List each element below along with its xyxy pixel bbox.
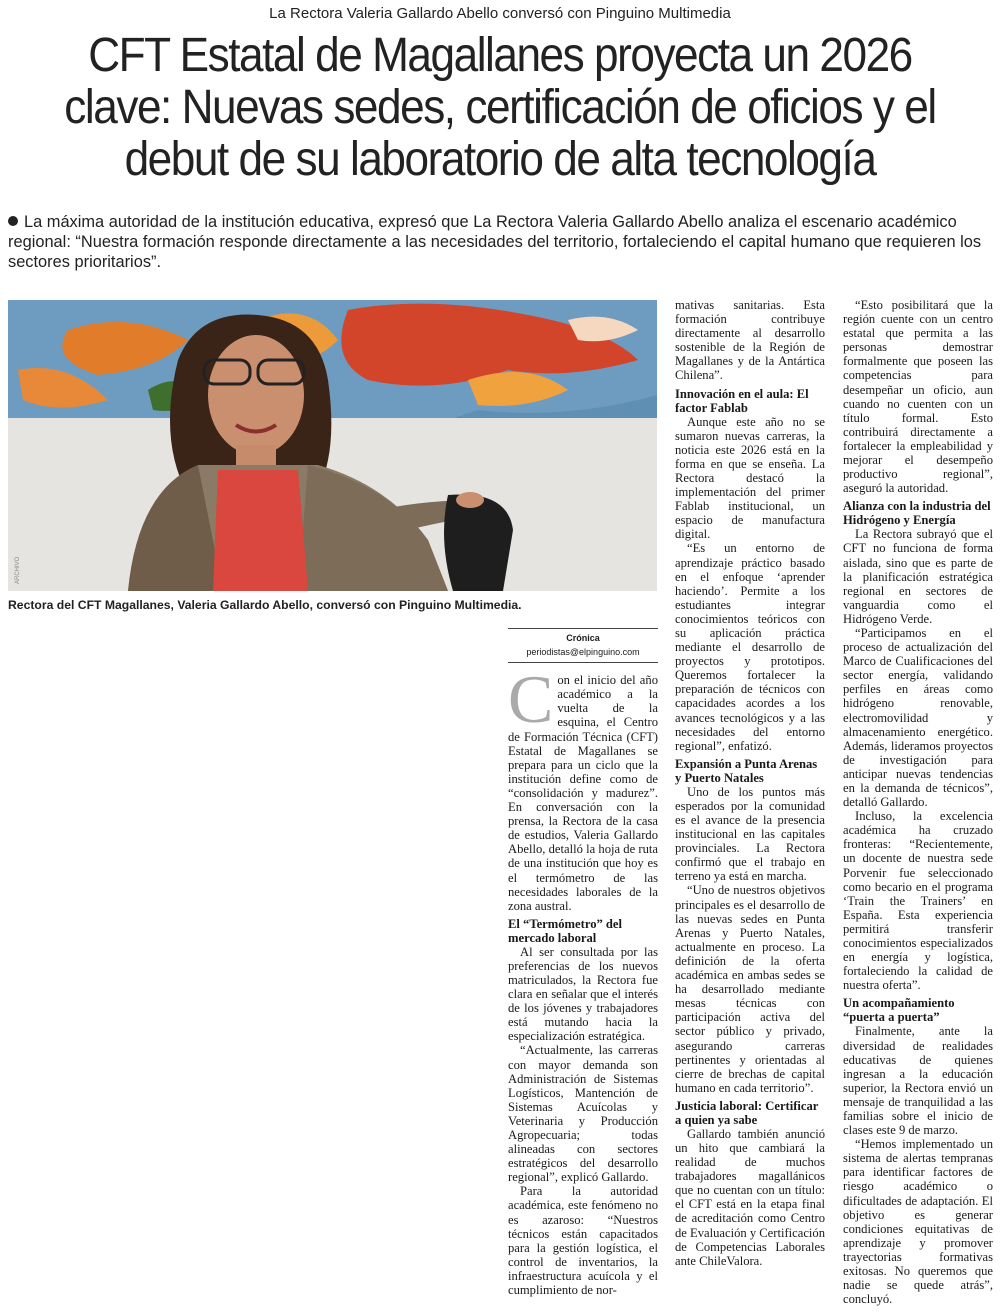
paragraph: La Rectora subrayó que el CFT no funciona de forma aislada, sino que es parte de la planificación estratégica regional en sectores de vanguardia como el Hidrógeno Verde. [843, 527, 993, 626]
byline-section: Crónica [566, 633, 600, 643]
blouse [213, 470, 308, 591]
paragraph: Para la autoridad académica, este fenómeno no es azaroso: “Nuestros técnicos están capacitados para la gestión logística, el control de inventarios, la infraestructura acuícola y el cumplimiento de nor- [508, 1184, 658, 1298]
subheading: Un acompañamiento “puerta a puerta” [843, 996, 955, 1025]
article-photo [8, 300, 657, 591]
article-column-1 [508, 628, 658, 1297]
paragraph: “Actualmente, las carreras con mayor demanda son Administración de Sistemas Logísticos, Mantención de Sistemas Acuícolas y Veterinaria y Producción Agropecuaria; todas alineadas con sectores estratégicos del desarrollo regional”, explicó Gallardo. [508, 1043, 658, 1185]
paragraph: Uno de los puntos más esperados por la comunidad es el avance de la presencia institucional en las capitales provinciales. La Rectora confirmó que el trabajo en terreno ya está en marcha. [675, 784, 825, 884]
bullet-icon [8, 216, 18, 226]
portrait-illustration [8, 300, 657, 591]
photo-caption: Rectora del CFT Magallanes, Valeria Gallardo Abello, conversó con Pinguino Multimedia. [8, 598, 522, 612]
subheading: Justicia laboral: Certificar a quien ya sabe [675, 1098, 819, 1127]
subheading: Innovación en el aula: El factor Fablab [675, 386, 809, 415]
article-column-2 [675, 298, 825, 1268]
article-column-3 [843, 298, 993, 1306]
paragraph: Al ser consultada por las preferencias de los nuevos matriculados, la Rectora fue clara en señalar que el interés de los jóvenes y trabajadores está mutando hacia la especialización estratégica. [508, 944, 658, 1044]
paragraph: “Participamos en el proceso de actualización del Marco de Cualificaciones del sector energía, validando perfiles en áreas como hidrógeno renovable, electromovilidad y almacenamiento energético. Además, lideramos proyectos de investigación para anticipar nuevas tendencias en la demanda de técnicos”, detalló Gallardo. [843, 625, 993, 810]
paragraph: Aunque este año no se sumaron nuevas carreras, la noticia este 2026 está en la forma en que se enseña. La Rectora destacó la implementación del primer Fablab institucional, un espacio de manufactura digital. [675, 414, 825, 542]
subheading: Alianza con la industria del Hidrógeno y Energía [843, 499, 991, 528]
subheading: Expansión a Punta Arenas y Puerto Natales [675, 756, 818, 785]
paragraph: “Es un entorno de aprendizaje práctico basado en el enfoque ‘aprender haciendo’. Permite a los estudiantes integrar conocimientos teóricos con su aplicación práctica mediante el desarrollo de proyectos y prototipos. Queremos fortalecer la preparación de técnicos con capacidades acordes a los avances tecnológicos y a las necesidades del entorno regional”, enfatizó. [675, 541, 825, 753]
paragraph: “Esto posibilitará que la región cuente con un centro estatal que permita a las personas demostrar formalmente que poseen las competencias para desempeñar un oficio, aun cuando no cuenten con un título formal. Esto contribuirá directamente a fortalecer la empleabilidad y mejorar el desempeño productivo regional”, aseguró la autoridad. [843, 298, 993, 496]
subheading: El “Termómetro” del mercado laboral [508, 916, 623, 945]
paragraph: mativas sanitarias. Esta formación contribuye directamente al desarrollo sostenible de la Región de Magallanes y de la Antártica Chilena”. [675, 298, 825, 383]
chair [444, 494, 513, 591]
photo-credit: ARCHIVO [15, 556, 21, 584]
paragraph: Finalmente, ante la diversidad de realidades educativas de quienes ingresan a la educación superior, la Rectora envió un mensaje de tranquilidad a las familias sobre el inicio de clases este 9 de marzo. [843, 1024, 993, 1138]
paragraph: “Uno de nuestros objetivos principales es el desarrollo de las nuevas sedes en Punta Arenas y Puerto Natales, actualmente en proceso. La definición de la oferta académica en ambas sedes se ha desarrollado mediante mesas técnicas con participación activa del sector público y privado, asegurando carreras pertinentes y orientadas al cierre de brechas de capital humano en cada territorio”. [675, 883, 825, 1095]
paragraph-text: on el inicio del año académico a la vuelta de la esquina, el Centro de Formación Técnica (CFT) Estatal de Magallanes se prepara para un ciclo que la institución define como de “consolidación y madurez”. En conversación con la prensa, la Rectora de la casa de estudios, Valeria Gallardo Abello, detalló la hoja de ruta de una institución que hoy es el termómetro de las necesidades laborales de la zona austral. [508, 673, 658, 913]
paragraph: Incluso, la excelencia académica ha cruzado fronteras: “Recientemente, un docente de nuestra sede Porvenir fue seleccionado como becario en el programa ‘Train the Trainers’ en España. Esta experiencia permitirá transferir conocimientos especializados en energía y logística, fortaleciendo la calidad de nuestra oferta”. [843, 809, 993, 993]
kicker: La Rectora Valeria Gallardo Abello conversó con Pinguino Multimedia [269, 5, 731, 22]
opening-paragraph [508, 661, 658, 913]
paragraph: “Hemos implementado un sistema de alertas tempranas para identificar factores de riesgo académico o dificultades de adaptación. El objetivo es generar condiciones equitativas de aprendizaje y promover trayectorias formativas exitosas. No queremos que nadie se quede atrás”, concluyó. [843, 1137, 993, 1307]
lead-paragraph [8, 212, 994, 272]
paragraph: Gallardo también anunció un hito que cambiará la realidad de muchos trabajadores magallánicos que no cuentan con un título: el CFT está en la etapa final de acreditación como Centro de Evaluación y Certificación de Competencias Laborales ante ChileValora. [675, 1126, 826, 1268]
lead-text: La máxima autoridad de la institución educativa, expresó que La Rectora Valeria Gallardo Abello analiza el escenario académico regional: “Nuestra formación responde directamente a las necesidades del territorio, fortaleciendo el capital humano que requieren los sectores prioritarios”. [8, 213, 982, 271]
byline [508, 628, 658, 663]
drop-cap: C [508, 661, 554, 738]
byline-email[interactable]: periodistas@elpinguino.com [526, 647, 640, 658]
face [208, 335, 304, 455]
headline: CFT Estatal de Magallanes proyecta un 2026 clave: Nuevas sedes, certificación de oficios y el debut de su laboratorio de alta tecnología [64, 29, 936, 186]
